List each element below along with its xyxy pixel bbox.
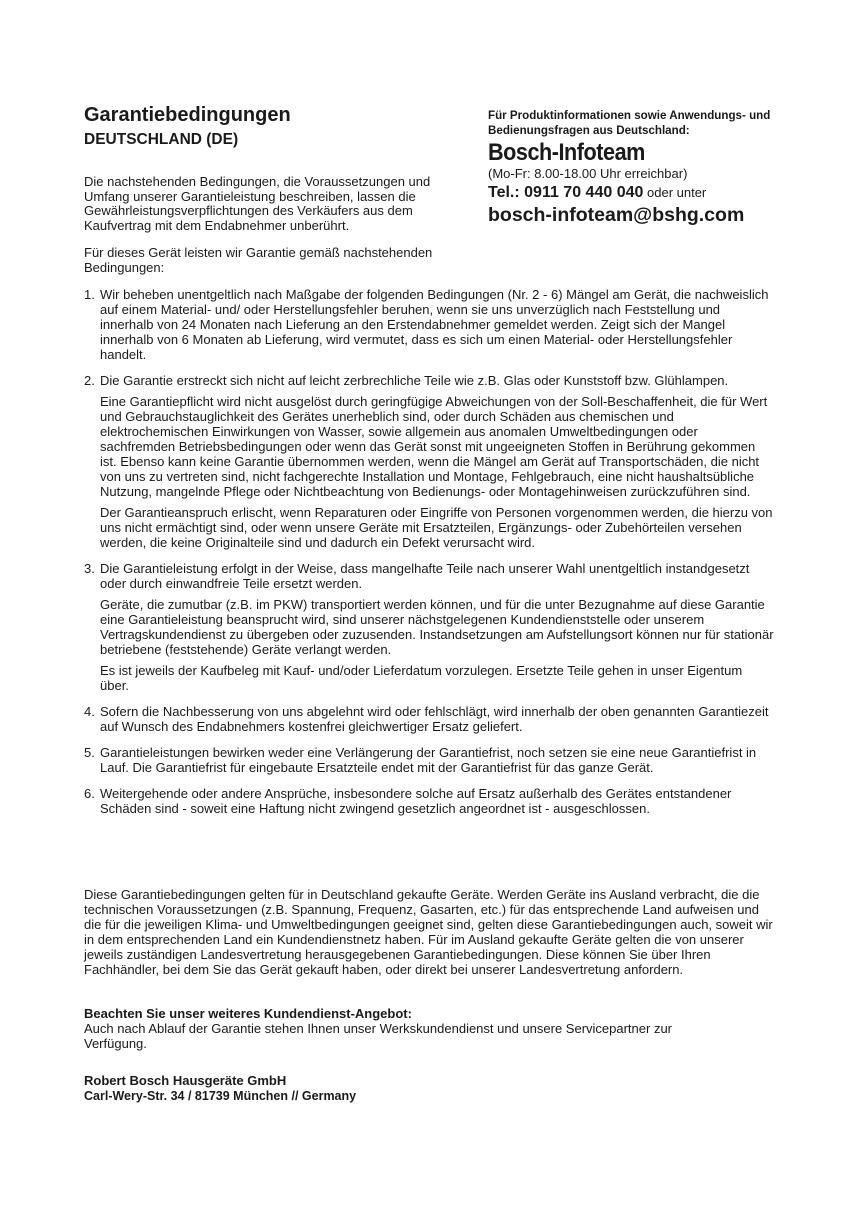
infoteam-brand: Bosch-Infoteam (488, 139, 645, 166)
condition-paragraph: Die Garantie erstreckt sich nicht auf leicht zerbrechliche Teile wie z.B. Glas oder Kunststoff bzw. Glühlampen. (100, 373, 729, 388)
condition-number: 2. (84, 373, 95, 388)
condition-number: 5. (84, 745, 95, 760)
condition-paragraph: Sofern die Nachbesserung von uns abgelehnt wird oder fehlschlägt, wird innerhalb der oben genannten Garantiezeit auf Wunsch des Endabnehmers kostenfrei gleichwertiger Ersatz geliefert. (100, 704, 769, 734)
intro-paragraph-2: Für dieses Gerät leisten wir Garantie gemäß nachstehenden Bedingungen: (84, 245, 433, 275)
condition-paragraph: Die Garantieleistung erfolgt in der Weise, dass mangelhafte Teile nach unserer Wahl unentgeltlich instandgesetzt oder durch einwandfreie Teile ersetzt werden. (100, 561, 750, 591)
infoteam-email: bosch-infoteam@bshg.com (488, 204, 745, 226)
condition-item (84, 704, 774, 734)
condition-item (84, 287, 774, 362)
condition-item (84, 373, 774, 550)
condition-paragraph: Garantieleistungen bewirken weder eine Verlängerung der Garantiefrist, noch setzen sie eine neue Garantiefrist in Lauf. Die Garantiefrist für eingebaute Ersatzteile endet mit der Garantiefrist für das ganze Gerät. (100, 745, 757, 775)
phone-number: Tel.: 0911 70 440 040 (488, 184, 644, 201)
phone-suffix: oder unter (643, 185, 707, 200)
condition-paragraph: Der Garantieanspruch erlischt, wenn Reparaturen oder Eingriffe von Personen vorgenommen werden, die hierzu von uns nicht ermächtigt sind, oder wenn unsere Geräte mit Ersatzteilen, Ergänzungs- oder Zubehörteilen versehen werden, die keine Originalteile sind und dadurch ein Defekt verursacht wird. (100, 505, 773, 550)
conditions-list (84, 287, 774, 827)
intro-paragraph: Die nachstehenden Bedingungen, die Voraussetzungen und Umfang unserer Garantieleistung beschreiben, lassen die Gewährleistungsverpflichtungen des Verkäufers aus dem Kaufvertrag mit dem Endabnehmer unberührt. (84, 174, 431, 233)
condition-number: 3. (84, 561, 95, 576)
condition-number: 6. (84, 786, 95, 801)
condition-paragraph: Es ist jeweils der Kaufbeleg mit Kauf- und/oder Lieferdatum vorzulegen. Ersetzte Teile gehen in unser Eigentum über. (100, 663, 743, 693)
company-name: Robert Bosch Hausgeräte GmbH (84, 1073, 287, 1088)
country-subtitle: DEUTSCHLAND (DE) (84, 131, 239, 148)
infoteam-hours: (Mo-Fr: 8.00-18.00 Uhr erreichbar) (488, 166, 688, 181)
condition-item (84, 786, 774, 816)
page-title: Garantiebedingungen (84, 104, 291, 126)
condition-paragraph: Wir beheben unentgeltlich nach Maßgabe der folgenden Bedingungen (Nr. 2 - 6) Mängel am Gerät, die nachweislich auf einem Material- und/ oder Herstellungsfehler beruhen, wenn sie uns unverzüglich nach Feststellung und innerhalb von 24 Monaten nach Lieferung an den Erstendabnehmer gemeldet werden. Zeigt sich der Mangel innerhalb von 6 Monaten ab Lieferung, wird vermutet, dass es sich um einen Material- oder Herstellungsfehler handelt. (100, 287, 769, 362)
company-address: Carl-Wery-Str. 34 / 81739 München // Germany (84, 1089, 357, 1103)
condition-paragraph: Geräte, die zumutbar (z.B. im PKW) transportiert werden können, und für die unter Bezugnahme auf diese Garantie eine Garantieleistung beansprucht wird, sind unserer nächstgelegenen Kundendienststelle oder unserem Vertragskundendienst zu übergeben oder zuzusenden. Instandsetzungen am Aufstellungsort können nur für stationär betriebene (feststehende) Geräte verlangt werden. (100, 597, 774, 657)
condition-paragraph: Weitergehende oder andere Ansprüche, insbesondere solche auf Ersatz außerhalb des Gerätes entstandener Schäden sind - soweit eine Haftung nicht zwingend gesetzlich angeordnet ist - ausgeschlossen. (100, 786, 732, 816)
condition-item (84, 745, 774, 775)
closing-paragraph: Diese Garantiebedingungen gelten für in Deutschland gekaufte Geräte. Werden Geräte ins Ausland verbracht, die die technischen Voraussetzungen (z.B. Spannung, Frequenz, Gasarten, etc.) für das entsprechende Land aufweisen und die für die jeweiligen Klima- und Umweltbedingungen geeignet sind, gelten diese Garantiebedingungen auch, soweit wir in dem entsprechenden Land ein Kundendienstnetz haben. Für im Ausland gekaufte Geräte gelten die von unserer jeweils zuständigen Landesvertretung herausgegebenen Garantiebedingungen. Diese können Sie über Ihren Fachhändler, bei dem Sie das Gerät gekauft haben, oder direkt bei unserer Landesvertretung anfordern. (84, 887, 773, 977)
infoteam-phone (488, 184, 706, 202)
condition-number: 1. (84, 287, 95, 302)
infobox-heading: Für Produktinformationen sowie Anwendungs- und Bedienungsfragen aus Deutschland: (488, 109, 771, 137)
service-heading: Beachten Sie unser weiteres Kundendienst-Angebot: (84, 1006, 412, 1021)
condition-number: 4. (84, 704, 95, 719)
service-text: Auch nach Ablauf der Garantie stehen Ihnen unser Werkskundendienst und unsere Servicepartner zur Verfügung. (84, 1021, 673, 1051)
condition-paragraph: Eine Garantiepflicht wird nicht ausgelöst durch geringfügige Abweichungen von der Soll-Beschaffenheit, die für Wert und Gebrauchstauglichkeit des Gerätes unerheblich sind, oder durch Schäden aus chemischen und elektrochemischen Einwirkungen von Wasser, sowie allgemein aus anomalen Umweltbedingungen oder sachfremden Betriebsbedingungen oder wenn das Gerät sonst mit ungeeigneten Stoffen in Berührung gekommen ist. Ebenso kann keine Garantie übernommen werden, wenn die Mängel am Gerät auf Transportschäden, die nicht von uns zu vertreten sind, nicht fachgerechte Installation und Montage, Fehlgebrauch, eine nicht haushaltsübliche Nutzung, mangelnde Pflege oder Nichtbeachtung von Bedienungs- oder Montagehinweisen zurückzuführen sind. (100, 394, 768, 499)
condition-item (84, 561, 774, 693)
